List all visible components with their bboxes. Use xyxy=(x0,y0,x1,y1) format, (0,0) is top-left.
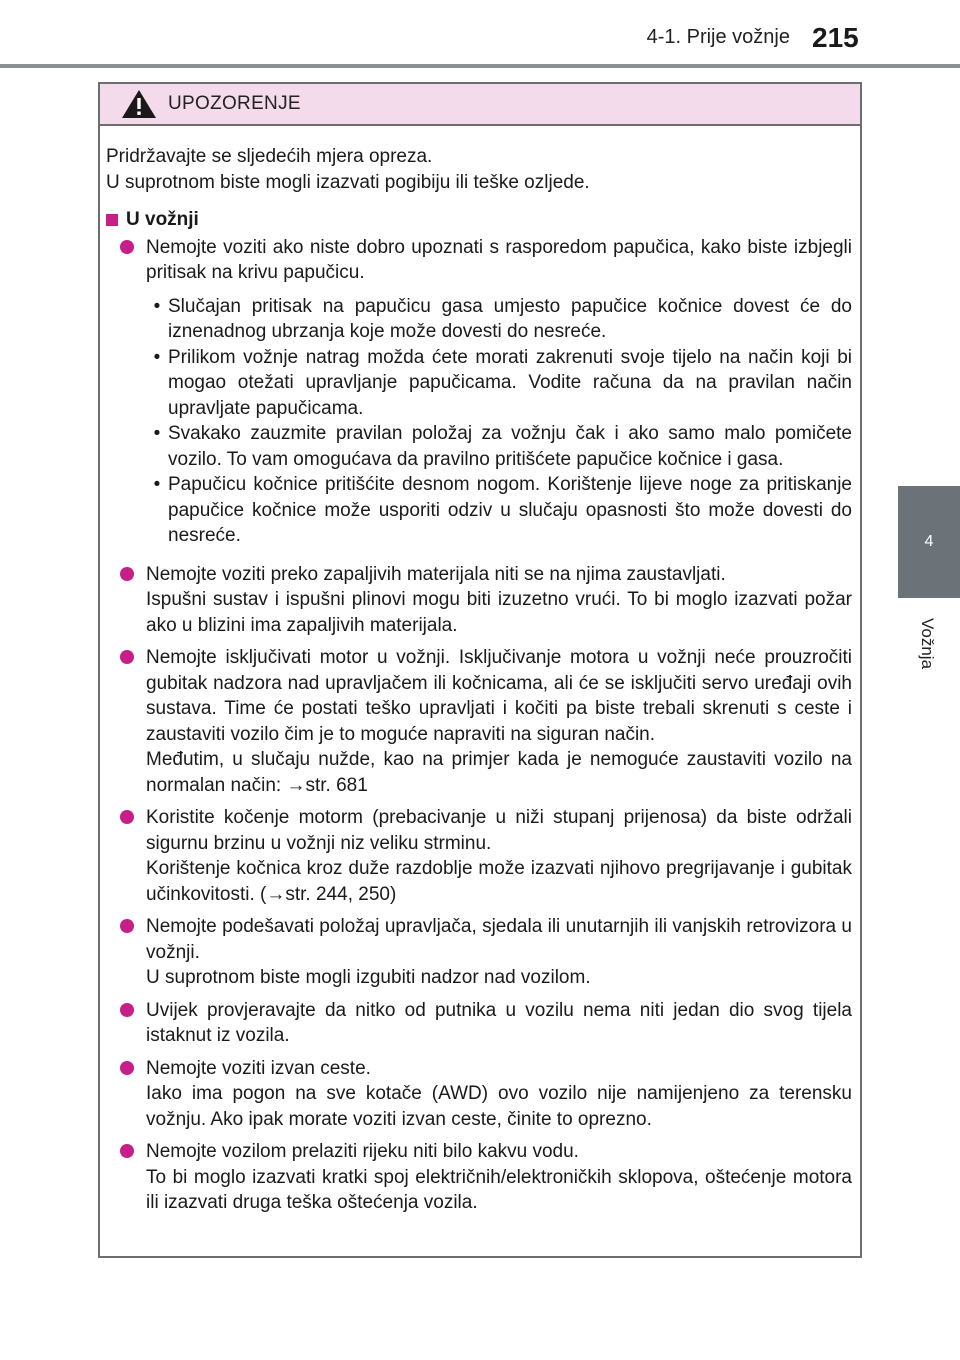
warning-header xyxy=(100,84,860,126)
warning-content xyxy=(100,126,860,1216)
intro xyxy=(106,144,852,195)
warning-title: UPOZORENJE xyxy=(168,93,301,114)
chapter-tab[interactable] xyxy=(898,486,960,598)
sub-item xyxy=(146,345,852,422)
sub-item xyxy=(146,472,852,549)
warning-items xyxy=(106,235,852,1216)
sub-item-text: Slučajan pritisak na papučicu gasa umjesto papučice kočnice dovest će do iznenadnog ubrzanja koje može dovesti do nesreće. xyxy=(168,295,852,342)
list-item xyxy=(106,805,852,907)
page-number: 215 xyxy=(812,22,859,53)
list-item xyxy=(106,998,852,1049)
chapter-number: 4 xyxy=(924,533,934,550)
bullet-dot-icon xyxy=(120,810,134,824)
list-item xyxy=(106,1139,852,1216)
sub-item-text: Papučicu kočnice pritišćite desnom nogom. Korištenje lijeve noge za pritiskanje papučice kočnice može usporiti odziv u slučaju opasnosti što može dovesti do nesreće. xyxy=(168,474,852,546)
item-text: Nemojte voziti izvan ceste. xyxy=(146,1057,371,1079)
sub-item-text: Svakako zauzmite pravilan položaj za vožnju čak i ako samo malo pomičete vozilo. To vam omogućava da pravilno pritišćete papučice kočnice i gasa. xyxy=(168,423,852,470)
item-text: Koristite kočenje motorm (prebacivanje u niži stupanj prijenosa) da biste održali sigurnu brzinu u vožnji niz veliku strminu. xyxy=(146,807,852,854)
list-item xyxy=(106,1056,852,1133)
list-item xyxy=(106,645,852,798)
bullet-icon: • xyxy=(153,346,161,368)
bullet-dot-icon xyxy=(120,1144,134,1158)
section-heading xyxy=(106,207,852,233)
intro-line: U suprotnom biste mogli izazvati pogibiju ili teške ozljede. xyxy=(106,171,590,193)
warning-box xyxy=(98,82,862,1258)
bullet-icon: • xyxy=(153,474,161,495)
list-item xyxy=(106,235,852,555)
list-item xyxy=(106,562,852,639)
item-text: To bi moglo izazvati kratki spoj električnih/elektroničkih sklopova, oštećenje motora ili izazvati druga teška oštećenja vozila. xyxy=(146,1166,852,1213)
section-heading-text: U vožnji xyxy=(126,209,199,230)
item-text: Nemojte isključivati motor u vožnji. Isključivanje motora u vožnji neće prouzročiti gubitak nadzora nad upravljačem ili kočnicama, ali će se isključiti servo uređaji ovih sustava. Time će postati teško upravljati i kočiti pa biste trebali skrenuti s ceste i zaustaviti vozilo čim je to moguće napraviti na siguran način. xyxy=(146,647,852,745)
header-divider xyxy=(0,64,960,68)
bullet-dot-icon xyxy=(120,1061,134,1075)
section-title: 4-1. Prije vožnje xyxy=(646,26,790,48)
sub-item xyxy=(146,294,852,345)
warning-triangle-icon xyxy=(120,88,158,120)
bullet-dot-icon xyxy=(120,650,134,664)
sub-item xyxy=(146,421,852,472)
item-text: Nemojte podešavati položaj upravljača, sjedala ili unutarnjih ili vanjskih retrovizora u vožnji. xyxy=(146,916,852,963)
list-item xyxy=(106,914,852,991)
item-text: Međutim, u slučaju nužde, kao na primjer kada je nemoguće zaustaviti vozilo na normalan način: →str. 681 xyxy=(146,749,852,796)
bullet-dot-icon xyxy=(120,1003,134,1017)
bullet-icon: • xyxy=(153,295,161,317)
item-text: Korištenje kočnica kroz duže razdoblje može izazvati njihovo pregrijavanje i gubitak učinkovitosti. (→str. 244, 250) xyxy=(146,858,852,905)
bullet-dot-icon xyxy=(120,567,134,581)
sub-list xyxy=(146,294,852,549)
item-text: Iako ima pogon na sve kotače (AWD) ovo vozilo nije namijenjeno za terensku vožnju. Ako ipak morate voziti izvan ceste, činite to oprezno. xyxy=(146,1083,852,1130)
bullet-dot-icon xyxy=(120,240,134,254)
square-bullet-icon xyxy=(106,214,118,226)
item-text: Uvijek provjeravajte da nitko od putnika u vozilu nema niti jedan dio svog tijela istaknut iz vozila. xyxy=(146,999,852,1046)
chapter-label: Vožnja xyxy=(918,618,937,670)
bullet-dot-icon xyxy=(120,919,134,933)
item-text: U suprotnom biste mogli izgubiti nadzor nad vozilom. xyxy=(146,967,591,988)
bullet-icon: • xyxy=(153,423,161,444)
sub-item-text: Prilikom vožnje natrag možda ćete morati zakrenuti svoje tijelo na način koji bi mogao otežati upravljanje papučicama. Vodite računa da na pravilan način upravljate papučicama. xyxy=(168,346,852,419)
item-text: Nemojte vozilom prelaziti rijeku niti bilo kakvu vodu. xyxy=(146,1141,579,1162)
intro-line: Pridržavajte se sljedećih mjera opreza. xyxy=(106,146,433,167)
item-text: Ispušni sustav i ispušni plinovi mogu biti izuzetno vrući. To bi moglo izazvati požar ako u blizini ima zapaljivih materijala. xyxy=(146,589,852,636)
item-text: Nemojte voziti ako niste dobro upoznati s rasporedom papučica, kako biste izbjegli pritisak na krivu papučicu. xyxy=(146,236,852,283)
item-text: Nemojte voziti preko zapaljivih materijala niti se na njima zaustavljati. xyxy=(146,563,726,585)
